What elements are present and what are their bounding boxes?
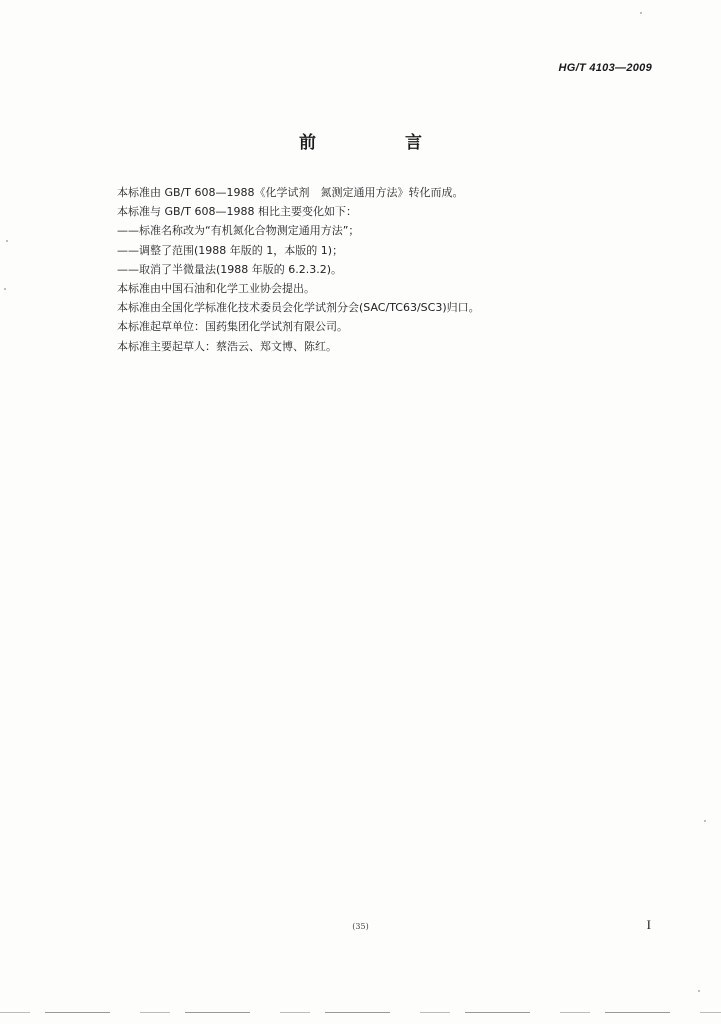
scan-artifact-line <box>0 1012 721 1013</box>
paragraph-source: 本标准由 GB/T 608—1988《化学试剂 氮测定通用方法》转化而成。 <box>117 186 464 199</box>
paragraph-drafters: 本标准主要起草人：蔡浩云、郑文博、陈红。 <box>117 339 337 353</box>
paragraph-drafting-unit: 本标准起草单位：国药集团化学试剂有限公司。 <box>117 320 348 334</box>
page-number: (35) <box>352 922 369 931</box>
scan-speck <box>6 240 8 242</box>
paragraph-committee: 本标准由全国化学标准化技术委员会化学试剂分会(SAC/TC63/SC3)归口。 <box>117 301 480 315</box>
paragraph-changes-intro: 本标准与 GB/T 608—1988 相比主要变化如下： <box>117 205 357 219</box>
paragraph-change-item: ——取消了半微量法(1988 年版的 6.2.3.2)。 <box>117 262 343 276</box>
paragraph-proposer: 本标准由中国石油和化学工业协会提出。 <box>117 282 315 296</box>
roman-page-number: I <box>646 917 651 932</box>
standard-code: HG/T 4103—2009 <box>558 62 652 74</box>
foreword-body <box>117 183 637 356</box>
page-title: 前 言 <box>299 133 458 153</box>
scan-speck <box>698 990 700 992</box>
paragraph-change-item: ——调整了范围(1988 年版的 1，本版的 1)； <box>117 243 344 257</box>
scan-speck <box>704 820 706 822</box>
scan-speck <box>4 288 6 290</box>
scan-speck <box>640 12 642 14</box>
paragraph-change-item: ——标准名称改为“有机氮化合物测定通用方法”； <box>117 224 360 238</box>
